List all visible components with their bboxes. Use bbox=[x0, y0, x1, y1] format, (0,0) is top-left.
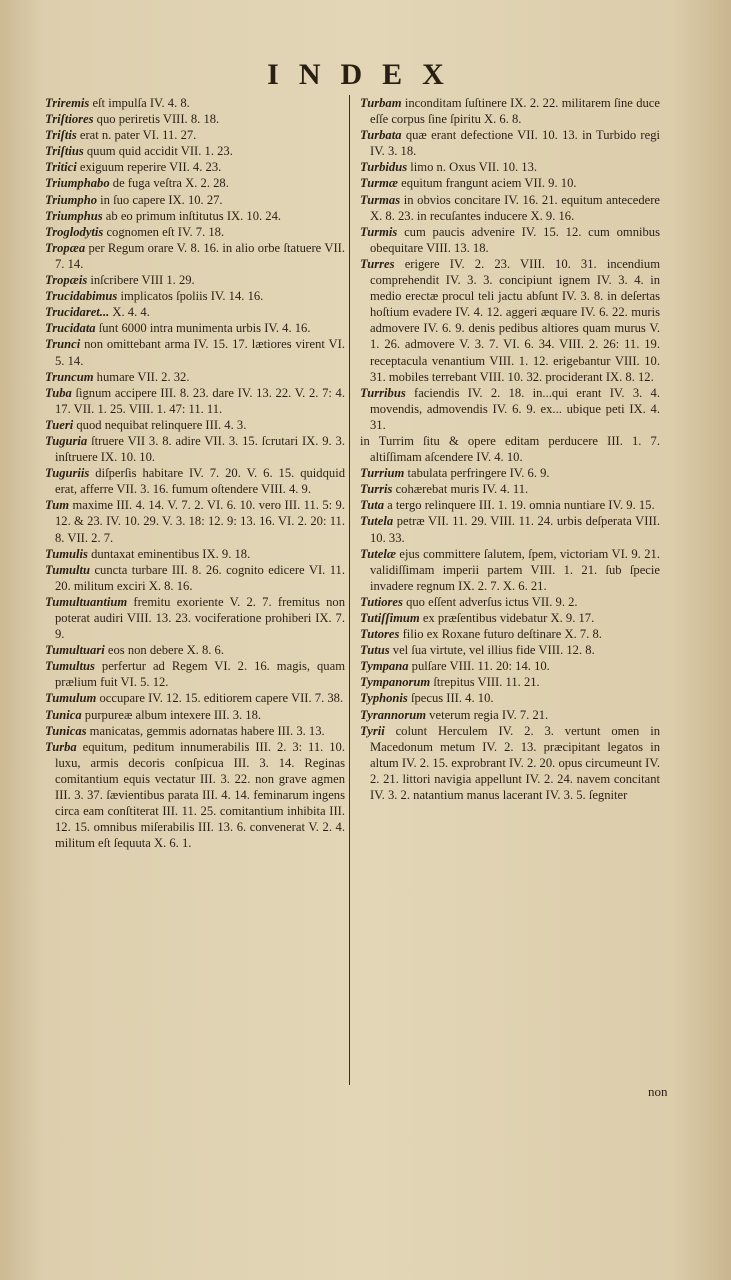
entry-headword: Turbidus bbox=[360, 160, 408, 175]
index-entry bbox=[45, 658, 345, 690]
index-entry bbox=[45, 417, 345, 433]
index-entry bbox=[360, 159, 660, 175]
entry-headword: Turrium bbox=[360, 466, 405, 481]
index-entry bbox=[45, 240, 345, 272]
index-entry bbox=[360, 175, 660, 191]
index-entry bbox=[360, 465, 660, 481]
index-entry bbox=[360, 95, 660, 127]
entry-references: eſt impulſa IV. 4. 8. bbox=[89, 96, 190, 110]
entry-headword: Trucidaret... bbox=[45, 305, 110, 320]
entry-references: de fuga veſtra X. 2. 28. bbox=[109, 176, 229, 191]
entry-headword: Tutores bbox=[360, 627, 400, 642]
entry-references: quum quid accidit VII. 1. 23. bbox=[83, 144, 233, 159]
entry-references: filio ex Roxane futuro deſtinare X. 7. 8. bbox=[399, 627, 602, 642]
entry-references: exiguum reperire VII. 4. 23. bbox=[76, 160, 222, 175]
entry-references: inſcribere VIII 1. 29. bbox=[87, 273, 195, 288]
index-entry bbox=[45, 546, 345, 562]
index-entry bbox=[45, 369, 345, 385]
entry-headword: Turmæ bbox=[360, 176, 399, 191]
index-entry bbox=[45, 143, 345, 159]
entry-headword: Tuba bbox=[45, 385, 72, 400]
index-column-right bbox=[360, 95, 660, 803]
entry-headword: Tyrannorum bbox=[360, 707, 427, 722]
entry-headword: Tropæa bbox=[45, 240, 86, 255]
entry-headword: Tum bbox=[45, 498, 70, 513]
entry-headword: Tropæis bbox=[45, 273, 88, 288]
index-entry bbox=[45, 192, 345, 208]
index-entry bbox=[360, 594, 660, 610]
entry-references: per Regum orare V. 8. 16. in alio orbe ſtatuere VII. 7. 14. bbox=[55, 240, 345, 271]
entry-headword: Tuguria bbox=[45, 433, 88, 448]
index-entry bbox=[360, 385, 660, 433]
entry-headword: Tutiſſimum bbox=[360, 611, 420, 625]
column-divider bbox=[349, 95, 350, 1085]
entry-references: humare VII. 2. 32. bbox=[93, 369, 190, 384]
entry-headword: Turbata bbox=[360, 128, 402, 143]
entry-references: ſpecus III. 4. 10. bbox=[407, 691, 494, 706]
entry-references: a tergo relinquere III. 1. 19. omnia nuntiare IV. 9. 15. bbox=[384, 498, 655, 513]
entry-headword: Tumultus bbox=[45, 659, 95, 674]
entry-headword: Tumulum bbox=[45, 691, 97, 706]
index-entry bbox=[45, 562, 345, 594]
entry-headword: Triſtis bbox=[45, 128, 77, 143]
entry-headword: Turres bbox=[360, 256, 395, 271]
entry-references: equitum frangunt aciem VII. 9. 10. bbox=[398, 176, 577, 191]
index-entry bbox=[360, 707, 660, 723]
entry-references: quo periretis VIII. 8. 18. bbox=[93, 112, 220, 127]
entry-headword: Triumphabo bbox=[45, 176, 110, 191]
entry-headword: Tueri bbox=[45, 417, 74, 432]
entry-references: quod nequibat relinquere III. 4. 3. bbox=[73, 417, 247, 432]
entry-headword: Triremis bbox=[45, 96, 90, 110]
entry-headword: Tutiores bbox=[360, 594, 403, 609]
entry-references: in Turrim ſitu & opere editam perducere III. 1. 7. altiſſimam aſcendere IV. 4. 10. bbox=[360, 433, 660, 465]
entry-references: ſtruere VII 3. 8. adire VII. 3. 15. ſcrutari IX. 9. 3. inſtruere IX. 10. 10. bbox=[55, 433, 345, 465]
entry-references: ab eo primum inſtitutus IX. 10. 24. bbox=[102, 208, 282, 223]
index-entry bbox=[360, 723, 660, 803]
index-entry bbox=[45, 723, 345, 739]
entry-headword: Turribus bbox=[360, 385, 406, 400]
entry-references: erigere IV. 2. 23. VIII. 10. 31. incendium comprehendit IV. 3. 3. concipiunt ignem IV. 3. 4. in medio erectæ procul teli jactu abſunt IV. 3. 8. in deſertas hoſtium evadere IV. 4. 12. aggeri æquare IV. 6. 22. muris admovere IV. 6. 9. denis pedibus altiores quam murus V. 1. 26. admovere V. 3. 7. VI. 6. 34. VIII. 2. 26: 11. 19. receptacula venantium VIII. 1. 12. erigebantur VIII. 10. 31. mobiles terrebant VIII. 10. 32. prociderant IX. 8. 12. bbox=[370, 256, 660, 384]
entry-references: petræ VII. 11. 29. VIII. 11. 24. urbis deſperata VIII. 10. 33. bbox=[370, 514, 660, 545]
entry-headword: Tutela bbox=[360, 514, 394, 529]
index-entry bbox=[360, 690, 660, 706]
index-entry bbox=[45, 385, 345, 417]
index-entry bbox=[45, 739, 345, 852]
entry-headword: Turbam bbox=[360, 96, 402, 110]
entry-references: X. 4. 4. bbox=[109, 305, 150, 320]
index-entry bbox=[45, 224, 345, 240]
index-entry bbox=[45, 320, 345, 336]
catchword: non bbox=[648, 1084, 668, 1099]
entry-headword: Tumulis bbox=[45, 546, 88, 561]
entry-headword: Triſtiores bbox=[45, 112, 94, 127]
entry-headword: Tympanorum bbox=[360, 675, 431, 690]
index-entry bbox=[45, 304, 345, 320]
index-entry bbox=[45, 272, 345, 288]
index-entry bbox=[45, 465, 345, 497]
entry-references: vel ſua virtute, vel illius fide VIII. 12. 8. bbox=[389, 643, 595, 658]
entry-references: in obvios concitare IV. 16. 21. equitum antecedere X. 8. 23. in recuſantes inducere X. 9. 16. bbox=[370, 192, 660, 223]
entry-references: implicatos ſpoliis IV. 14. 16. bbox=[117, 289, 264, 304]
entry-references: eos non debere X. 8. 6. bbox=[104, 643, 224, 658]
entry-references: colunt Herculem IV. 2. 3. vertunt omen in Macedonum metum IV. 2. 13. præcipitant legatos in altum IV. 2. 15. exprobrant IV. 2. 20. opus circumeunt IV. 2. 21. littori navigia appellunt IV. 2. 24. navem concitant IV. 3. 2. natantium manus lacerant IV. 3. 5. ſegniter bbox=[370, 723, 660, 803]
entry-references: diſperſis habitare IV. 7. 20. V. 6. 15. quidquid erat, afferre VII. 3. 16. fumum oſtendere VIII. 4. 9. bbox=[55, 466, 345, 497]
entry-headword: Tyrii bbox=[360, 723, 385, 738]
entry-headword: Tunicas bbox=[45, 723, 87, 738]
entry-headword: Trucidata bbox=[45, 321, 96, 336]
index-entry bbox=[360, 224, 660, 256]
entry-references: quo eſſent adverſus ictus VII. 9. 2. bbox=[402, 594, 578, 609]
entry-references: ſtrepitus VIII. 11. 21. bbox=[430, 675, 540, 690]
index-entry bbox=[45, 336, 345, 368]
entry-references: perfertur ad Regem VI. 2. 16. magis, quam prælium fuit VI. 5. 12. bbox=[55, 659, 345, 690]
entry-headword: Turba bbox=[45, 739, 77, 754]
index-entry bbox=[45, 594, 345, 642]
entry-references: veterum regia IV. 7. 21. bbox=[426, 707, 549, 722]
entry-references: quæ erant defectione VII. 10. 13. in Turbido regi IV. 3. 18. bbox=[370, 128, 660, 159]
entry-headword: Turmis bbox=[360, 224, 398, 239]
index-entry bbox=[360, 674, 660, 690]
entry-headword: Tutelæ bbox=[360, 546, 396, 561]
entry-headword: Tuta bbox=[360, 498, 385, 513]
entry-headword: Tunica bbox=[45, 707, 82, 722]
entry-headword: Trucidabimus bbox=[45, 289, 118, 304]
entry-headword: Troglodytis bbox=[45, 224, 104, 239]
entry-headword: Truncum bbox=[45, 369, 94, 384]
index-entry bbox=[360, 433, 660, 465]
entry-references: manicatas, gemmis adornatas habere III. 3. 13. bbox=[86, 723, 325, 738]
index-entry bbox=[45, 111, 345, 127]
entry-references: tabulata perfringere IV. 6. 9. bbox=[404, 466, 550, 481]
entry-headword: Tumultuari bbox=[45, 643, 105, 658]
index-entry bbox=[360, 192, 660, 224]
index-entry bbox=[360, 642, 660, 658]
index-entry bbox=[360, 481, 660, 497]
index-entry bbox=[45, 497, 345, 545]
entry-references: ex præſentibus videbatur X. 9. 17. bbox=[419, 611, 595, 625]
entry-references: ſignum accipere III. 8. 23. dare IV. 13. 22. V. 2. 7: 4. 17. VII. 1. 25. VIII. 1. 47: 11. 11. bbox=[55, 385, 345, 416]
entry-headword: Tumultu bbox=[45, 562, 91, 577]
index-entry bbox=[360, 127, 660, 159]
entry-references: ſunt 6000 intra munimenta urbis IV. 4. 16. bbox=[95, 321, 311, 336]
entry-references: occupare IV. 12. 15. editiorem capere VII. 7. 38. bbox=[96, 691, 344, 706]
entry-headword: Tuguriis bbox=[45, 466, 90, 481]
index-entry bbox=[360, 626, 660, 642]
index-entry bbox=[45, 208, 345, 224]
entry-headword: Triſtius bbox=[45, 144, 84, 159]
entry-headword: Tutus bbox=[360, 643, 390, 658]
index-entry bbox=[360, 513, 660, 545]
entry-references: maxime III. 4. 14. V. 7. 2. VI. 6. 10. vero III. 11. 5: 9. 12. & 23. IV. 10. 29. V. 3. 18: 12. 9: 13. 16. VI. 2. 20: 11. 8. VII. 2. 7. bbox=[55, 498, 345, 545]
index-entry bbox=[45, 690, 345, 706]
index-entry bbox=[45, 433, 345, 465]
index-entry bbox=[45, 288, 345, 304]
entry-references: limo n. Oxus VII. 10. 13. bbox=[407, 160, 538, 175]
index-entry bbox=[360, 610, 660, 626]
entry-references: equitum, peditum innumerabilis III. 2. 3: 11. 10. luxu, armis decoris conſpicua III. 3. 14. Reginas comitantium equis vectatur III. 3. 22. non grave agmen III. 3. 37. ſævientibus parata III. 4. 14. feminarum ingens circa eam conſtiterat III. 11. 25. comitantium inhibita III. 12. 15. omnibus miſerabilis III. 13. 6. convenerat V. 2. 4. militum eſt ſequuta X. 6. 1. bbox=[55, 739, 345, 851]
entry-references: cognomen eſt IV. 7. 18. bbox=[103, 224, 225, 239]
index-entry bbox=[360, 256, 660, 385]
running-head: INDEX bbox=[267, 58, 464, 91]
index-column-left bbox=[45, 95, 345, 851]
entry-headword: Trunci bbox=[45, 337, 81, 352]
index-entry bbox=[360, 546, 660, 594]
index-entry bbox=[360, 658, 660, 674]
entry-headword: Typhonis bbox=[360, 691, 408, 706]
index-entry bbox=[45, 707, 345, 723]
entry-references: pulſare VIII. 11. 20: 14. 10. bbox=[408, 659, 550, 674]
entry-references: cum paucis advenire IV. 15. 12. cum omnibus obequitare VIII. 13. 18. bbox=[370, 224, 660, 255]
index-entry bbox=[45, 642, 345, 658]
entry-references: cohærebat muris IV. 4. 11. bbox=[392, 482, 529, 497]
entry-headword: Triumphus bbox=[45, 208, 103, 223]
entry-headword: Tritici bbox=[45, 160, 77, 175]
index-entry bbox=[45, 159, 345, 175]
entry-references: erat n. pater VI. 11. 27. bbox=[76, 128, 197, 143]
entry-headword: Tumultuantium bbox=[45, 594, 128, 609]
index-entry bbox=[45, 175, 345, 191]
entry-references: non omittebant arma IV. 15. 17. lætiores virent VI. 5. 14. bbox=[55, 337, 345, 368]
entry-references: fremitu exoriente V. 2. 7. fremitus non poterat audiri VIII. 13. 23. vociferatione prohiberi IX. 7. 9. bbox=[55, 594, 345, 642]
entry-references: in ſuo capere IX. 10. 27. bbox=[97, 192, 223, 207]
entry-references: purpureæ album intexere III. 3. 18. bbox=[81, 707, 262, 722]
entry-headword: Triumpho bbox=[45, 192, 98, 207]
entry-references: duntaxat eminentibus IX. 9. 18. bbox=[87, 546, 251, 561]
entry-references: inconditam ſuſtinere IX. 2. 22. militarem ſine duce eſſe corpus ſine ſpiritu X. 6. 8. bbox=[370, 96, 660, 127]
entry-headword: Turris bbox=[360, 482, 393, 497]
entry-references: faciendis IV. 2. 18. in...qui erant IV. 3. 4. movendis, admovendis IV. 6. 9. ex... ubique peti IX. 4. 31. bbox=[370, 385, 660, 432]
entry-references: cuncta turbare III. 8. 26. cognito edicere VI. 11. 20. militum exciri X. 8. 16. bbox=[55, 562, 345, 593]
index-entry bbox=[45, 95, 345, 111]
index-entry bbox=[45, 127, 345, 143]
entry-headword: Tympana bbox=[360, 659, 409, 674]
entry-headword: Turmas bbox=[360, 192, 401, 207]
index-entry bbox=[360, 497, 660, 513]
entry-references: ejus committere ſalutem, ſpem, victoriam VI. 9. 21. validiſſimam imperii partem VIII. 1. 21. ſub ſpecie invadere regnum IX. 2. 7. X. 6. 21. bbox=[370, 546, 660, 593]
